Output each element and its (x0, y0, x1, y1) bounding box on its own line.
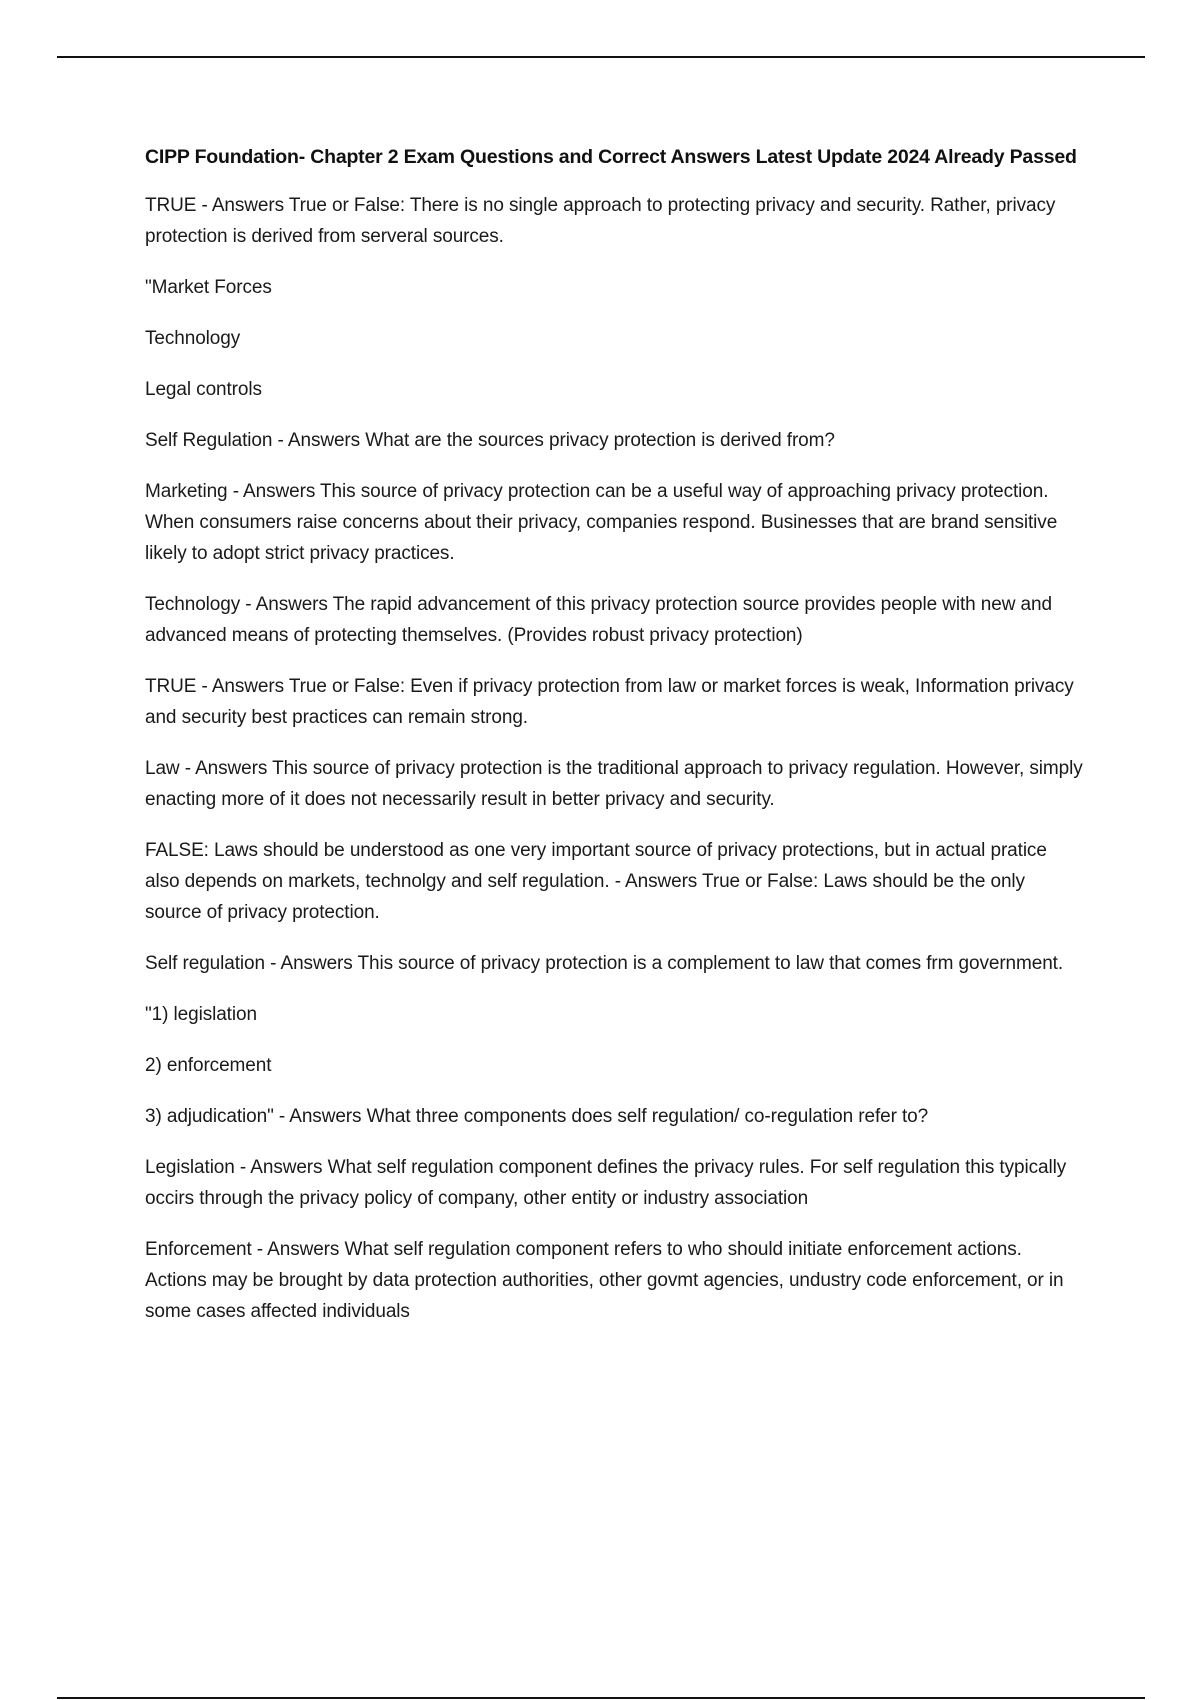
paragraph-3: Technology (145, 328, 241, 349)
paragraph-5: Self Regulation - Answers What are the sources privacy protection is derived from? (145, 430, 835, 451)
paragraph-14: 3) adjudication" - Answers What three components does self regulation/ co-regulation refer to? (145, 1106, 929, 1127)
document-title: CIPP Foundation- Chapter 2 Exam Questions and Correct Answers Latest Update 2024 Already Passed (145, 146, 1077, 168)
paragraph-9: Law - Answers This source of privacy protection is the traditional approach to privacy regulation. However, simply enacting more of it does not necessarily result in better privacy and security. (145, 758, 1083, 810)
paragraph-10: FALSE: Laws should be understood as one very important source of privacy protections, but in actual pratice also depends on markets, technolgy and self regulation. - Answers True or False: Laws should be the only source of privacy protection. (145, 840, 1047, 923)
paragraph-15: Legislation - Answers What self regulation component defines the privacy rules. For self regulation this typically occirs through the privacy policy of company, other entity or industry association (145, 1157, 1067, 1209)
paragraph-16: Enforcement - Answers What self regulation component refers to who should initiate enforcement actions. Actions may be brought by data protection authorities, other govmt agencies, undustry code enforcement, or in some cases affected individuals (145, 1239, 1064, 1322)
header-rule (57, 56, 1145, 58)
paragraph-6: Marketing - Answers This source of privacy protection can be a useful way of approaching privacy protection. When consumers raise concerns about their privacy, companies respond. Businesses that are brand sensitive likely to adopt strict privacy practices. (145, 481, 1058, 564)
paragraph-13: 2) enforcement (145, 1055, 272, 1076)
document-body (145, 143, 1085, 1347)
paragraph-2: "Market Forces (145, 277, 272, 298)
paragraph-7: Technology - Answers The rapid advancement of this privacy protection source provides people with new and advanced means of protecting themselves. (Provides robust privacy protection) (145, 594, 1052, 646)
paragraph-1: TRUE - Answers True or False: There is no single approach to protecting privacy and security. Rather, privacy protection is derived from serveral sources. (145, 195, 1056, 247)
paragraph-4: Legal controls (145, 379, 262, 400)
footer-rule (57, 1697, 1145, 1699)
paragraph-12: "1) legislation (145, 1004, 257, 1025)
paragraph-8: TRUE - Answers True or False: Even if privacy protection from law or market forces is weak, Information privacy and security best practices can remain strong. (145, 676, 1074, 728)
paragraph-11: Self regulation - Answers This source of privacy protection is a complement to law that comes frm government. (145, 953, 1064, 974)
